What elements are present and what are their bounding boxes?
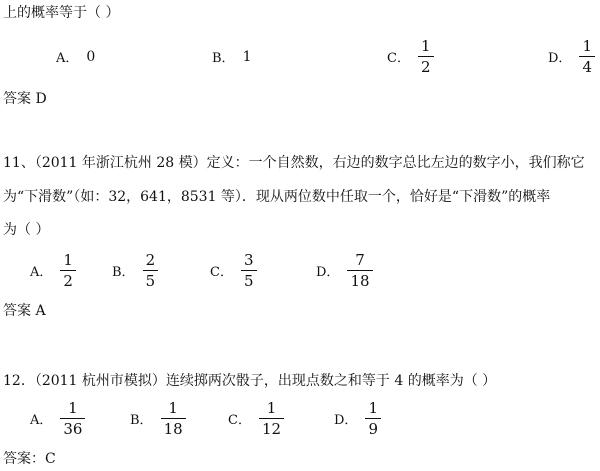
q11-line-2: 为“下滑数”（如：32，641，8531 等）．现从两位数中任取一个，恰好是“下滑数”的概率 bbox=[3, 189, 551, 205]
fraction bbox=[259, 398, 284, 439]
q11-line-3: 为（ ） bbox=[3, 222, 50, 238]
denominator: 5 bbox=[243, 272, 254, 290]
q10-option-d bbox=[548, 36, 595, 77]
q11-option-a bbox=[30, 250, 76, 291]
fraction bbox=[241, 250, 257, 291]
denominator: 5 bbox=[145, 272, 156, 290]
option-value: 0 bbox=[86, 48, 96, 65]
denominator: 2 bbox=[420, 58, 431, 76]
q11-option-d bbox=[316, 250, 373, 291]
fraction bbox=[60, 250, 76, 291]
numerator: 1 bbox=[368, 399, 378, 417]
option-label: C． bbox=[387, 51, 410, 66]
fraction bbox=[418, 36, 434, 77]
q10-stem-tail: 上的概率等于（ ） bbox=[3, 5, 120, 21]
denominator: 2 bbox=[63, 272, 73, 290]
q10-option-b bbox=[212, 47, 251, 66]
q12-option-c bbox=[228, 398, 284, 439]
fraction bbox=[143, 250, 159, 291]
option-label: D． bbox=[334, 413, 358, 428]
option-label: C． bbox=[228, 413, 251, 428]
option-label: A． bbox=[30, 413, 53, 428]
denominator: 18 bbox=[350, 272, 370, 290]
numerator: 2 bbox=[145, 251, 156, 269]
option-value: 1 bbox=[242, 48, 252, 65]
denominator: 4 bbox=[582, 58, 592, 76]
option-label: B． bbox=[130, 413, 153, 428]
numerator: 1 bbox=[582, 37, 592, 55]
denominator: 18 bbox=[163, 420, 183, 438]
fraction bbox=[161, 398, 186, 439]
q12-option-d bbox=[334, 398, 381, 439]
q12-answer: 答案：C bbox=[3, 451, 56, 467]
fraction bbox=[365, 398, 381, 439]
numerator: 7 bbox=[355, 251, 365, 269]
denominator: 9 bbox=[368, 420, 378, 438]
q12-option-a bbox=[30, 398, 85, 439]
option-label: D． bbox=[316, 265, 340, 280]
numerator: 1 bbox=[168, 399, 178, 417]
fraction bbox=[60, 398, 85, 439]
option-label: C． bbox=[210, 265, 233, 280]
numerator: 1 bbox=[266, 399, 277, 417]
numerator: 1 bbox=[63, 251, 73, 269]
option-label: A． bbox=[30, 265, 53, 280]
q10-option-c bbox=[387, 36, 434, 77]
denominator: 12 bbox=[261, 420, 282, 438]
option-label: A． bbox=[56, 51, 79, 66]
denominator: 36 bbox=[63, 420, 83, 438]
q11-option-b bbox=[112, 250, 158, 291]
option-label: D． bbox=[548, 51, 572, 66]
q11-option-c bbox=[210, 250, 257, 291]
fraction bbox=[347, 250, 372, 291]
option-label: B． bbox=[112, 265, 135, 280]
q11-line-1: 11、（2011 年浙江杭州 28 模）定义：一个自然数，右边的数字总比左边的数字小，我们称它 bbox=[3, 155, 585, 171]
q10-option-a bbox=[56, 47, 95, 66]
q11-answer: 答案 A bbox=[3, 303, 46, 319]
option-label: B． bbox=[212, 51, 235, 66]
q10-answer: 答案 D bbox=[3, 91, 47, 107]
numerator: 1 bbox=[420, 37, 431, 55]
q12-line-1: 12．（2011 杭州市模拟）连续掷两次骰子，出现点数之和等于 4 的概率为（ ） bbox=[3, 373, 497, 389]
numerator: 3 bbox=[243, 251, 254, 269]
fraction bbox=[579, 36, 595, 77]
q12-option-b bbox=[130, 398, 186, 439]
numerator: 1 bbox=[68, 399, 78, 417]
